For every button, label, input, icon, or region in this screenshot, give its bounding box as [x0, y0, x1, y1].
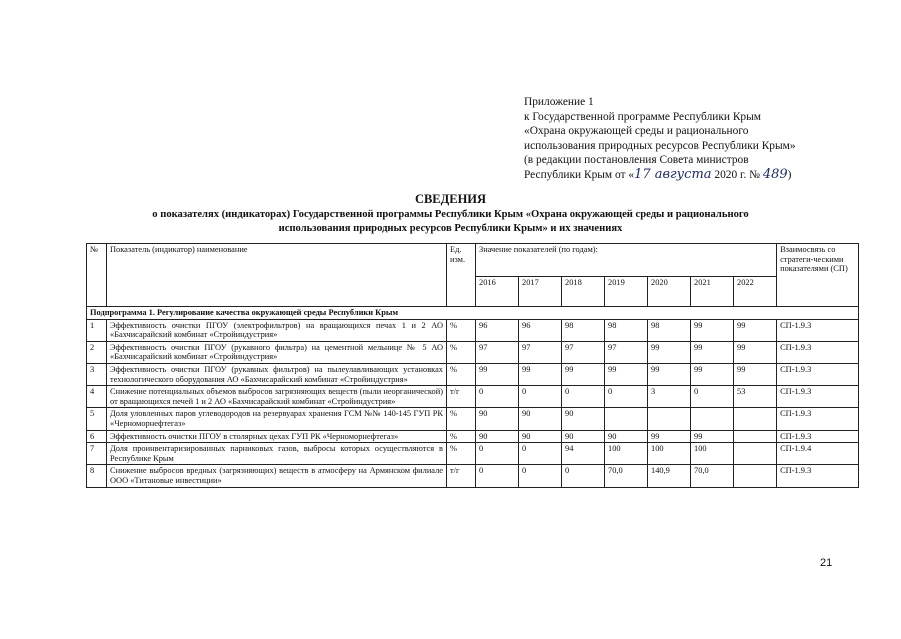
indicator-name: Эффективность очистки ПГОУ (рукавных фильтров) на пылеулавливающих установках технологического оборудования АО «Бахчисарайский комбинат «Стройиндустрия» — [107, 363, 447, 385]
value-cell: 90 — [476, 430, 519, 443]
indicator-name: Доля уловленных паров углеводородов на резервуарах хранения ГСМ №№ 140-145 ГУП РК «Черноморнефтегаз» — [107, 408, 447, 430]
value-cell: 99 — [476, 363, 519, 385]
title-heading: СВЕДЕНИЯ — [414, 192, 487, 206]
value-cell: 94 — [562, 443, 605, 465]
value-cell: 99 — [691, 319, 734, 341]
value-cell: 96 — [476, 319, 519, 341]
value-cell: 99 — [734, 341, 777, 363]
strategic-link: СП-1.9.3 — [777, 430, 859, 443]
value-cell: 0 — [476, 386, 519, 408]
header-name: Показатель (индикатор) наименование — [107, 244, 447, 307]
strategic-link: СП-1.9.3 — [777, 386, 859, 408]
value-cell: 99 — [734, 319, 777, 341]
appendix-date-end: ) — [787, 168, 792, 181]
appendix-block — [524, 95, 884, 183]
subprogram-title: Подпрограмма 1. Регулирование качества окружающей среды Республики Крым — [87, 307, 859, 320]
value-cell: 99 — [648, 341, 691, 363]
indicator-name: Эффективность очистки ПГОУ в столярных цехах ГУП РК «Черноморнефтегаз» — [107, 430, 447, 443]
value-cell: 99 — [691, 430, 734, 443]
row-number: 2 — [87, 341, 107, 363]
handwritten-date: 17 августа — [634, 166, 712, 182]
header-num: № — [87, 244, 107, 307]
value-cell: 0 — [476, 465, 519, 487]
unit-cell: % — [447, 341, 476, 363]
value-cell — [734, 430, 777, 443]
row-number: 8 — [87, 465, 107, 487]
unit-cell: % — [447, 430, 476, 443]
row-number: 4 — [87, 386, 107, 408]
row-number: 1 — [87, 319, 107, 341]
indicator-name: Доля проинвентаризированных парниковых газов, выбросы которых осуществляются в Республике Крым — [107, 443, 447, 465]
appendix-date-prefix: Республики Крым от « — [524, 168, 635, 181]
appendix-line: использования природных ресурсов Республики Крым» — [524, 139, 796, 152]
value-cell — [734, 408, 777, 430]
row-number: 6 — [87, 430, 107, 443]
value-cell: 140,9 — [648, 465, 691, 487]
year-cell: 2020 — [648, 277, 691, 307]
value-cell: 97 — [476, 341, 519, 363]
unit-cell: % — [447, 443, 476, 465]
value-cell: 99 — [519, 363, 562, 385]
value-cell: 99 — [562, 363, 605, 385]
year-cell: 2019 — [605, 277, 648, 307]
unit-cell: % — [447, 363, 476, 385]
value-cell: 90 — [605, 430, 648, 443]
value-cell: 100 — [648, 443, 691, 465]
title-line-2: использования природных ресурсов Республики Крым» и их значениях — [278, 223, 623, 234]
value-cell: 97 — [562, 341, 605, 363]
appendix-line: (в редакции постановления Совета министров — [524, 154, 749, 167]
row-number: 5 — [87, 408, 107, 430]
year-cell: 2016 — [476, 277, 519, 307]
value-cell: 98 — [605, 319, 648, 341]
value-cell: 0 — [519, 465, 562, 487]
table-row — [87, 363, 859, 385]
value-cell: 90 — [562, 430, 605, 443]
table-row — [87, 430, 859, 443]
appendix-line: «Охрана окружающей среды и рационального — [524, 125, 749, 138]
value-cell: 0 — [519, 443, 562, 465]
value-cell: 99 — [691, 341, 734, 363]
table-row — [87, 341, 859, 363]
value-cell: 0 — [691, 386, 734, 408]
appendix-date-mid: 2020 г. № — [711, 168, 763, 181]
value-cell: 0 — [476, 443, 519, 465]
value-cell: 0 — [562, 465, 605, 487]
document-title — [0, 192, 901, 235]
strategic-link: СП-1.9.3 — [777, 408, 859, 430]
indicators-table — [86, 243, 859, 488]
appendix-line: Приложение 1 — [524, 96, 594, 108]
strategic-link: СП-1.9.3 — [777, 363, 859, 385]
value-cell: 99 — [734, 363, 777, 385]
value-cell: 0 — [605, 386, 648, 408]
unit-cell: т/г — [447, 465, 476, 487]
value-cell — [734, 465, 777, 487]
value-cell: 97 — [519, 341, 562, 363]
indicator-name: Снижение выбросов вредных (загрязняющих) веществ в атмосферу на Армянском филиале ООО «Титановые инвестиции» — [107, 465, 447, 487]
value-cell: 99 — [648, 430, 691, 443]
value-cell: 99 — [648, 363, 691, 385]
value-cell: 0 — [562, 386, 605, 408]
table-row — [87, 386, 859, 408]
value-cell: 98 — [648, 319, 691, 341]
table-header-row — [87, 244, 859, 277]
table-row — [87, 319, 859, 341]
handwritten-number: 489 — [762, 166, 788, 182]
unit-cell: т/г — [447, 386, 476, 408]
value-cell: 100 — [691, 443, 734, 465]
row-number: 7 — [87, 443, 107, 465]
value-cell — [605, 408, 648, 430]
year-cell: 2021 — [691, 277, 734, 307]
value-cell: 98 — [562, 319, 605, 341]
year-cell: 2018 — [562, 277, 605, 307]
value-cell: 70,0 — [691, 465, 734, 487]
value-cell — [734, 443, 777, 465]
value-cell: 97 — [605, 341, 648, 363]
value-cell: 0 — [519, 386, 562, 408]
strategic-link: СП-1.9.3 — [777, 319, 859, 341]
value-cell: 90 — [519, 408, 562, 430]
header-link: Взаимосвязь со стратеги-ческими показателями (СП) — [777, 244, 859, 307]
value-cell — [648, 408, 691, 430]
unit-cell: % — [447, 319, 476, 341]
title-line-1: о показателях (индикаторах) Государственной программы Республики Крым «Охрана окружающей среды и рационального — [152, 209, 749, 220]
strategic-link: СП-1.9.4 — [777, 443, 859, 465]
subprogram-row — [87, 307, 859, 320]
value-cell: 53 — [734, 386, 777, 408]
value-cell: 100 — [605, 443, 648, 465]
year-cell: 2017 — [519, 277, 562, 307]
value-cell: 99 — [691, 363, 734, 385]
row-number: 3 — [87, 363, 107, 385]
unit-cell: % — [447, 408, 476, 430]
indicator-name: Эффективность очистки ПГОУ (рукавного фильтра) на цементной мельнице № 5 АО «Бахчисарайский комбинат «Стройиндустрия» — [107, 341, 447, 363]
year-cell: 2022 — [734, 277, 777, 307]
value-cell: 99 — [605, 363, 648, 385]
value-cell: 96 — [519, 319, 562, 341]
table-row — [87, 408, 859, 430]
value-cell: 70,0 — [605, 465, 648, 487]
header-values: Значение показателей (по годам): — [476, 244, 777, 277]
table-row — [87, 465, 859, 487]
appendix-date-line — [524, 168, 884, 183]
page-number: 21 — [820, 557, 833, 569]
value-cell: 90 — [519, 430, 562, 443]
table-row — [87, 443, 859, 465]
header-unit: Ед. изм. — [447, 244, 476, 307]
value-cell: 90 — [476, 408, 519, 430]
value-cell — [691, 408, 734, 430]
indicator-name: Эффективность очистки ПГОУ (электрофильтров) на вращающихся печах 1 и 2 АО «Бахчисарайский комбинат «Стройиндустрия» — [107, 319, 447, 341]
value-cell: 3 — [648, 386, 691, 408]
strategic-link: СП-1.9.3 — [777, 341, 859, 363]
strategic-link: СП-1.9.3 — [777, 465, 859, 487]
value-cell: 90 — [562, 408, 605, 430]
appendix-line: к Государственной программе Республики Крым — [524, 110, 761, 123]
indicator-name: Снижение потенциальных объемов выбросов загрязняющих веществ (пыли неорганической) от вращающихся печей 1 и 2 АО «Бахчисарайский комбинат «Стройиндустрия» — [107, 386, 447, 408]
